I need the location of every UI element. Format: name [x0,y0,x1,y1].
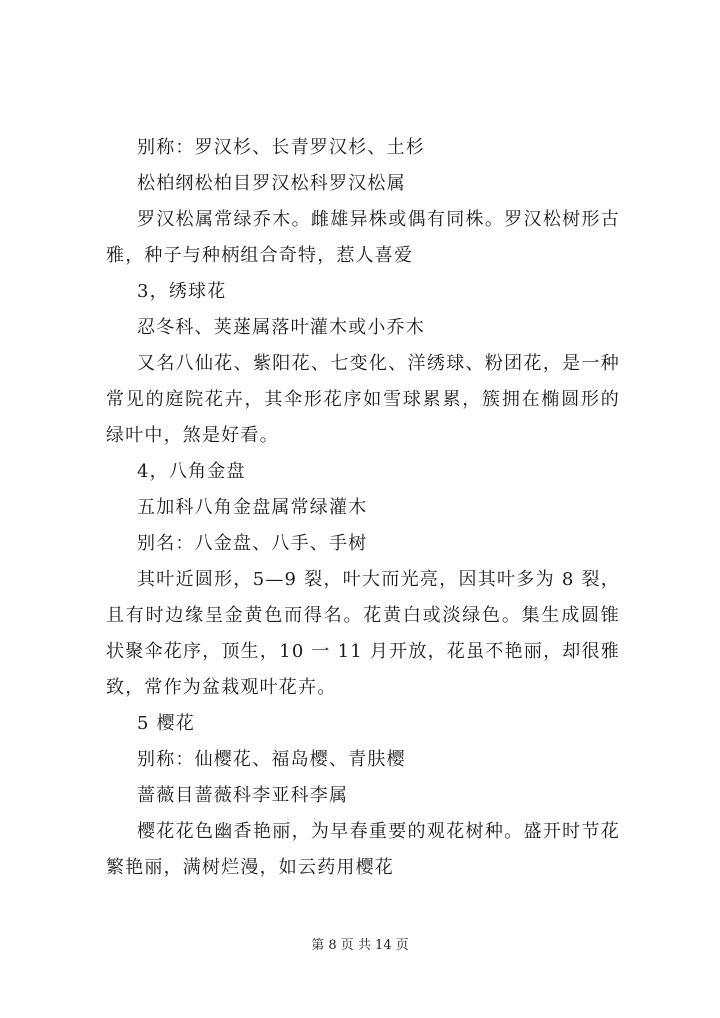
paragraph-taxonomy-luohansong: 松柏纲松柏目罗汉松科罗汉松属 [137,173,406,194]
paragraph-alias-cherry-blossom: 别称：仙樱花、福岛樱、青肤樱 [137,749,406,770]
paragraph-description-hydrangea: 又名八仙花、紫阳花、七变化、洋绣球、粉团花，是一种常见的庭院花卉，其伞形花序如雪球累累，簇拥在椭圆形的绿叶中，煞是好看。 [106,353,620,446]
paragraph-description-luohansong: 罗汉松属常绿乔木。雌雄异株或偶有同株。罗汉松树形古雅，种子与种柄组合奇特，惹人喜爱 [106,209,620,266]
heading-hydrangea: 3，绣球花 [137,281,227,302]
document-body [106,130,620,886]
paragraph-taxonomy-cherry-blossom: 蔷薇目蔷薇科李亚科李属 [137,785,349,806]
paragraph-taxonomy-hydrangea: 忍冬科、荚蒾属落叶灌木或小乔木 [137,317,425,338]
paragraph-alias-luohansong: 别称：罗汉杉、长青罗汉杉、土杉 [137,137,425,158]
heading-cherry-blossom: 5 樱花 [137,713,195,734]
page-number-footer: 第 8 页 共 14 页 [311,938,409,953]
paragraph-alias-fatsia: 别名：八金盘、八手、手树 [137,533,368,554]
paragraph-taxonomy-fatsia: 五加科八角金盘属常绿灌木 [137,497,368,518]
heading-fatsia: 4，八角金盘 [137,461,246,482]
paragraph-description-fatsia: 其叶近圆形，5—9 裂，叶大而光亮，因其叶多为 8 裂，且有时边缘呈金黄色而得名。花黄白或淡绿色。集生成圆锥状聚伞花序，顶生，10 一 11 月开放，花虽不艳丽，却很雅致，常作为盆栽观叶花卉。 [106,569,620,698]
paragraph-description-cherry-blossom: 樱花花色幽香艳丽，为早春重要的观花树种。盛开时节花繁艳丽，满树烂漫，如云药用樱花 [106,821,620,878]
